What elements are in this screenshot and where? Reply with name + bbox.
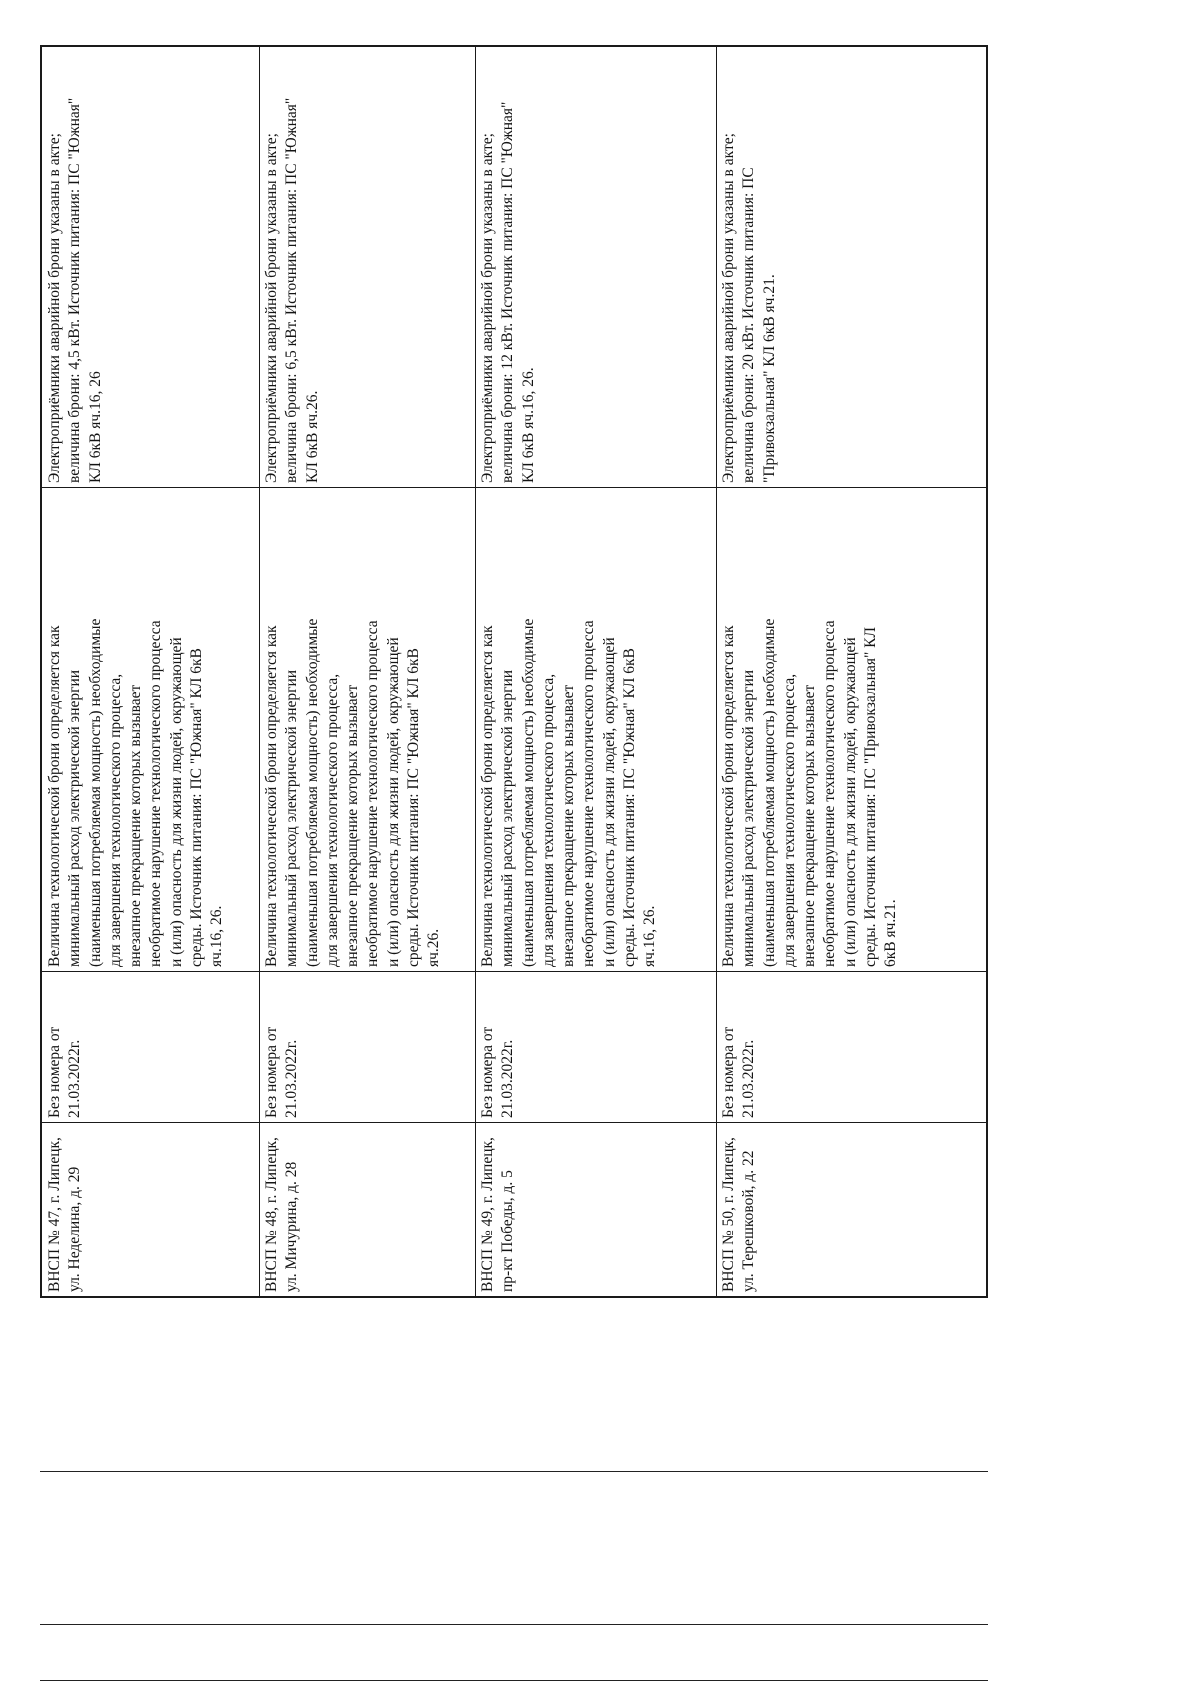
table-cell-address	[716, 1122, 986, 1296]
document-table	[40, 45, 988, 1298]
address-text: ВНСП № 48, г. Липецк, ул. Мичурина, д. 28	[263, 1137, 301, 1292]
table-cell-act	[259, 971, 475, 1122]
act-text: Без номера от 21.03.2022г.	[263, 1026, 301, 1118]
emergency-reserve-text: Электроприёмники аварийной брони указаны в акте; величина брони: 4,5 кВт. Источник питания: ПС "Южная" КЛ 6кВ яч.16, 26	[46, 97, 104, 483]
table-cell-technological-reserve	[475, 487, 716, 971]
act-text: Без номера от 21.03.2022г.	[46, 1026, 84, 1118]
technological-reserve-text: Величина технологической брони определяется как минимальный расход электрической энергии (наименьшая потребляемая мощность) необходимые для завершения технологического процесса, внезапное прекращение которых вызывает необратимое нарушение технологического процесса и (или) опасность для жизни людей, окружающей среды. Источник питания: ПС "Южная" КЛ 6кВ яч.26.	[263, 618, 443, 967]
table-cell-technological-reserve	[259, 487, 475, 971]
table-cell-address	[42, 1122, 259, 1296]
address-text: ВНСП № 47, г. Липецк, ул. Неделина, д. 29	[46, 1137, 84, 1292]
blank-rule-line	[40, 1624, 988, 1625]
act-text: Без номера от 21.03.2022г.	[479, 1026, 517, 1118]
table-cell-act	[42, 971, 259, 1122]
technological-reserve-text: Величина технологической брони определяется как минимальный расход электрической энергии (наименьшая потребляемая мощность) необходимые для завершения технологического процесса, внезапное прекращение которых вызывает необратимое нарушение технологического процесса и (или) опасность для жизни людей, окружающей среды. Источник питания: ПС "Южная" КЛ 6кВ яч.16, 26.	[46, 618, 226, 967]
emergency-reserve-text: Электроприёмники аварийной брони указаны в акте; величина брони: 20 кВт. Источник питания: ПС "Привокзальная" КЛ 6кВ яч.21.	[720, 133, 778, 483]
table-cell-technological-reserve	[42, 487, 259, 971]
table-cell-emergency-reserve	[716, 47, 986, 487]
address-text: ВНСП № 50, г. Липецк, ул. Терешковой, д. 22	[720, 1137, 758, 1292]
blank-rule-line	[40, 1680, 988, 1681]
table-cell-emergency-reserve	[475, 47, 716, 487]
address-text: ВНСП № 49, г. Липецк, пр-кт Победы, д. 5	[479, 1137, 517, 1292]
table-cell-technological-reserve	[716, 487, 986, 971]
table-cell-address	[259, 1122, 475, 1296]
table-cell-act	[475, 971, 716, 1122]
table-cell-emergency-reserve	[259, 47, 475, 487]
table-cell-act	[716, 971, 986, 1122]
technological-reserve-text: Величина технологической брони определяется как минимальный расход электрической энергии (наименьшая потребляемая мощность) необходимые для завершения технологического процесса, внезапное прекращение которых вызывает необратимое нарушение технологического процесса и (или) опасность для жизни людей, окружающей среды. Источник питания: ПС "Южная" КЛ 6кВ яч.16, 26.	[479, 618, 659, 967]
blank-rule-line	[40, 1471, 988, 1472]
table-cell-emergency-reserve	[42, 47, 259, 487]
technological-reserve-text: Величина технологической брони определяется как минимальный расход электрической энергии (наименьшая потребляемая мощность) необходимые для завершения технологического процесса, внезапное прекращение которых вызывает необратимое нарушение технологического процесса и (или) опасность для жизни людей, окружающей среды. Источник питания: ПС "Привокзальная" КЛ 6кВ яч.21.	[720, 618, 900, 967]
table-cell-address	[475, 1122, 716, 1296]
emergency-reserve-text: Электроприёмники аварийной брони указаны в акте; величина брони: 6,5 кВт. Источник питания: ПС "Южная" КЛ 6кВ яч.26.	[263, 97, 321, 483]
emergency-reserve-text: Электроприёмники аварийной брони указаны в акте; величина брони: 12 кВт. Источник питания: ПС "Южная" КЛ 6кВ яч.16, 26.	[479, 101, 537, 483]
act-text: Без номера от 21.03.2022г.	[720, 1026, 758, 1118]
